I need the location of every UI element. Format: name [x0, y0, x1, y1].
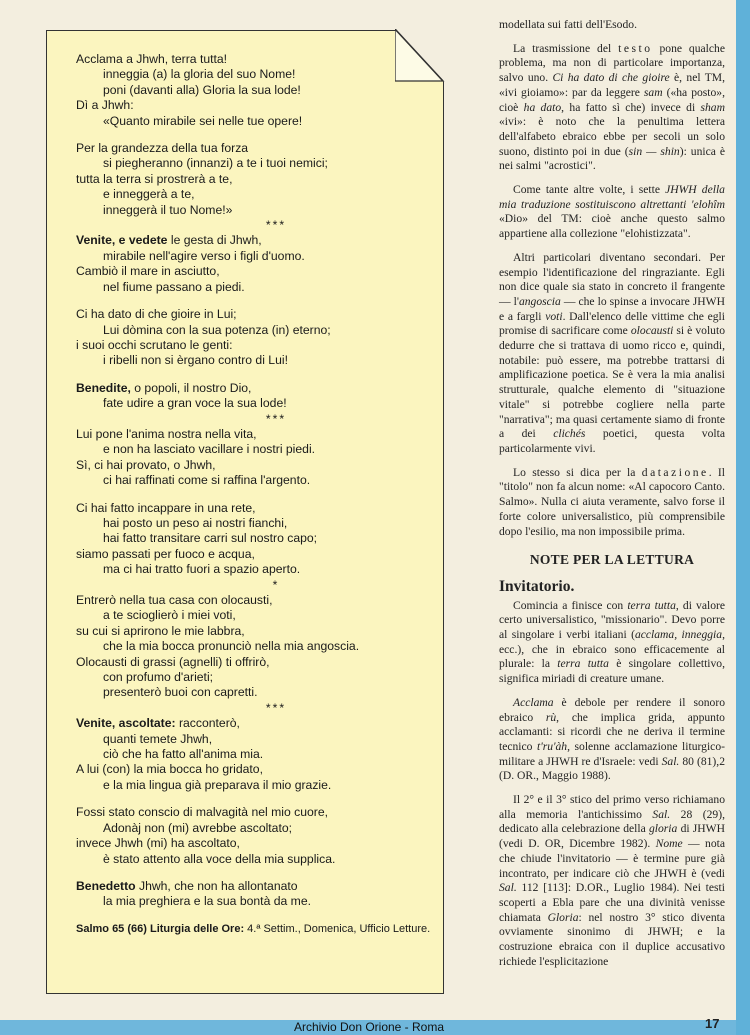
- verse-line: [76, 307, 436, 322]
- verse-text: Acclama a Jhwh, terra tutta!: [76, 52, 228, 66]
- verse-line: [76, 547, 436, 562]
- verse-line: [76, 458, 436, 473]
- psalm-text: [76, 52, 436, 937]
- stanza-gap: [76, 489, 436, 501]
- verse-line: [76, 156, 436, 171]
- verse-line: [76, 747, 436, 762]
- stanza-gap: [76, 129, 436, 141]
- verse-text: e la mia lingua già preparava il mio grazie.: [103, 777, 332, 792]
- verse-text: e non ha lasciato vacillare i nostri piedi.: [103, 442, 316, 457]
- verse-line: [76, 732, 436, 747]
- verse-line: [76, 593, 436, 608]
- verse-line: [76, 805, 436, 820]
- verse-line: [76, 203, 436, 218]
- verse-line: [76, 427, 436, 442]
- verse-line: [76, 172, 436, 187]
- stanza-gap: [76, 369, 436, 381]
- verse-line: [76, 323, 436, 338]
- verse-text: mirabile nell'agire verso i figli d'uomo.: [103, 248, 305, 263]
- verse-text: su cui si aprirono le mie labbra,: [76, 623, 245, 638]
- verse-text: a te scioglierò i miei voti,: [103, 608, 236, 623]
- stanza-gap: [76, 793, 436, 805]
- verse-line: [76, 778, 436, 793]
- verse-line: [76, 114, 436, 129]
- verse-line: [76, 187, 436, 202]
- stanza-separator: ***: [265, 411, 287, 426]
- verse-text: Dì a Jhwh:: [76, 98, 134, 113]
- verse-text: Fossi stato conscio di malvagità nel mio cuore,: [76, 805, 328, 820]
- verse-text: poni (davanti alla) Gloria la sua lode!: [103, 82, 301, 97]
- verse-text: hai posto un peso ai nostri fianchi,: [103, 515, 288, 530]
- section-heading: NOTE PER LA LETTURA: [529, 552, 695, 568]
- subheading: Invitatorio.: [499, 577, 575, 595]
- verse-text: Lui pone l'anima nostra nella vita,: [76, 426, 257, 441]
- verse-line: [76, 67, 436, 82]
- verse-text: Cambiò il mare in asciutto,: [76, 264, 220, 279]
- paragraph: Lo stesso si dica per la datazione. Il "titolo" non fa alcun nome: «Al capocoro Canto. Salmo». Nulla ci aiuta veramente, salvo forse il forte colore universalistico, più comprensibile dopo l'esilio, ma non impossibile prima.: [499, 465, 725, 538]
- verse-text: o popoli, il nostro Dio,: [130, 380, 252, 395]
- stanza-gap: [76, 295, 436, 307]
- verse-text: e inneggerà a te,: [103, 187, 195, 202]
- verse-line: [76, 233, 436, 248]
- verse-line: [76, 141, 436, 156]
- verse-text: Lui dòmina con la sua potenza (in) eterno;: [103, 322, 331, 337]
- commentary-column: [499, 18, 725, 978]
- verse-line: [76, 353, 436, 368]
- verse-text: presenterò buoi con capretti.: [103, 685, 258, 700]
- verse-text: Ci hai fatto incappare in una rete,: [76, 500, 256, 515]
- verse-text: Sì, ci hai provato, o Jhwh,: [76, 457, 216, 472]
- verse-text: fate udire a gran voce la sua lode!: [103, 396, 287, 411]
- verse-text: Entrerò nella tua casa con olocausti,: [76, 593, 273, 607]
- verse-line: [76, 852, 436, 867]
- verse-text: «Quanto mirabile sei nelle tue opere!: [103, 113, 303, 128]
- verse-line: [76, 338, 436, 353]
- verse-text: si piegheranno (innanzi) a te i tuoi nemici;: [103, 156, 328, 171]
- archive-footer: Archivio Don Orione - Roma: [293, 1020, 445, 1034]
- verse-incipit: Benedite,: [76, 380, 131, 395]
- verse-incipit: Venite, ascoltate:: [76, 716, 176, 731]
- verse-line: [76, 83, 436, 98]
- verse-text: siamo passati per fuoco e acqua,: [76, 546, 255, 561]
- verse-line: [76, 442, 436, 457]
- verse-line: [76, 836, 436, 851]
- verse-text: Olocausti di grassi (agnelli) ti offrirò,: [76, 654, 270, 669]
- verse-text: ciò che ha fatto all'anima mia.: [103, 747, 264, 762]
- verse-text: tutta la terra si prostrerà a te,: [76, 171, 233, 186]
- verse-line: [76, 821, 436, 836]
- verse-line: [76, 894, 436, 909]
- right-border: [736, 0, 750, 1035]
- verse-line: [76, 562, 436, 577]
- verse-text: inneggia (a) la gloria del suo Nome!: [103, 67, 296, 82]
- page-number: 17: [705, 1016, 720, 1031]
- verse-text: i ribelli non si èrgano contro di Lui!: [103, 353, 288, 368]
- verse-line: [76, 762, 436, 777]
- verse-line: [76, 396, 436, 411]
- verse-line: [76, 249, 436, 264]
- paragraph: Il 2° e il 3° stico del primo verso richiamano alla memoria l'antichissimo Sal. 28 (29), dedicato alla celebrazione della gloria di JHWH (vedi D. OR, Dicembre 1982). Nome — nota che chiude l'invitatorio — è termine pure già incontrato, per indicare ciò che JHWH è (vedi Sal. 112 [113]: D.OR., Luglio 1984). Nei testi scoperti a Ebla pare che una divinità venisse chiamata Gloria: nel nostro 3° stico diventa ovviamente sinonimo di JHWH; e la costruzione ebraica con il duplice accusativo richiede l'esplicitazione: [499, 793, 725, 968]
- stanza-separator: ***: [265, 218, 287, 233]
- paragraph: Acclama è debole per rendere il sonoro ebraico rù, che implica grida, appunto acclamanti: si ricordi che ne deriva il termine tecnico t'ru'àh, solenne acclamazione liturgico-militare a JHWH re d'Israele: vedi Sal. 80 (81),2 (D. OR., Maggio 1988).: [499, 695, 725, 783]
- caption-detail: 4.ª Settim., Domenica, Ufficio Letture.: [244, 922, 431, 935]
- verse-text: A lui (con) la mia bocca ho gridato,: [76, 762, 263, 777]
- verse-line: [76, 98, 436, 113]
- caption-title: Salmo 65 (66) Liturgia delle Ore:: [76, 922, 245, 935]
- paragraph: Come tante altre volte, i sette JHWH della mia traduzione sostituiscono altrettanti 'elohîm «Dio» del TM: cioè anche questo salmo appartiene alla collezione "elohistizzata".: [499, 183, 725, 241]
- verse-text: ma ci hai tratto fuori a spazio aperto.: [103, 562, 301, 577]
- psalm-caption: [76, 922, 436, 937]
- verse-line: [76, 624, 436, 639]
- verse-text: ci hai raffinati come si raffina l'argento.: [103, 473, 311, 488]
- verse-text: racconterò,: [175, 716, 240, 731]
- verse-line: [76, 879, 436, 894]
- verse-text: hai fatto transitare carri sul nostro capo;: [103, 531, 318, 546]
- verse-text: inneggerà il tuo Nome!»: [103, 202, 233, 217]
- verse-line: [76, 381, 436, 396]
- verse-line: [76, 670, 436, 685]
- verse-line: [76, 516, 436, 531]
- paragraph: Altri particolari diventano secondari. Per esempio l'identificazione del ringraziante. Egli non dice quale sia stato in concreto il frangente — l'angoscia — che lo spinse a invocare JHWH e a fargli voti. Dall'elenco delle vittime che egli promise di sacrificare come olocausti si è voluto dedurre che si trattava di uomo ricco e, quindi, notabile: può essere, ma potrebbe trattarsi di amplificazione poetica. Se è vera la mia analisi strutturale, qualche elemento di "situazione vitale" si potrebbe cogliere nella parte "narrativa"; ma quasi certamente siamo di fronte a dei clichés poetici, questa volta particolarmente vivi.: [499, 250, 725, 455]
- verse-text: le gesta di Jhwh,: [167, 233, 262, 248]
- verse-line: [76, 639, 436, 654]
- verse-text: con profumo d'arieti;: [103, 670, 214, 685]
- verse-text: Adonàj non (mi) avrebbe ascoltato;: [103, 820, 293, 835]
- verse-line: [76, 655, 436, 670]
- verse-line: [76, 473, 436, 488]
- verse-line: [76, 52, 436, 67]
- stanza-separator: *: [272, 577, 280, 592]
- verse-incipit: Benedetto: [76, 878, 136, 893]
- verse-text: che la mia bocca pronunciò nella mia angoscia.: [103, 639, 360, 654]
- paragraph: La trasmissione del testo pone qualche problema, ma non di particolare importanza, salvo uno. Ci ha dato di che gioire è, nel TM, «ivi gioiamo»: par da leggere sam («ha posto», cioè ha dato, ha fatto sì che) invece di sham «ivi»: è noto che la penultima lettera dell'alfabeto ebraico ebbe per secoli un solo suono, distinto poi in due (sin — shin): unica è nei salmi "acrostici".: [499, 41, 726, 173]
- verse-text: invece Jhwh (mi) ha ascoltato,: [76, 836, 240, 851]
- verse-line: [76, 716, 436, 731]
- verse-text: la mia preghiera e la sua bontà da me.: [103, 894, 311, 909]
- verse-line: [76, 685, 436, 700]
- verse-text: è stato attento alla voce della mia supplica.: [103, 851, 336, 866]
- verse-line: [76, 280, 436, 295]
- paragraph: Comincia a finisce con terra tutta, di valore certo universalistico, "missionario". Devo porre al singolare i verbi italiani (acclama, inneggia, ecc.), che in ebraico sono efficacemente al plurale: la terra tutta è singolare collettivo, significa miriadi di creature umane.: [499, 598, 726, 686]
- verse-text: i suoi occhi scrutano le genti:: [76, 337, 233, 352]
- verse-text: Ci ha dato di che gioire in Lui;: [76, 307, 237, 322]
- stanza-separator: ***: [265, 700, 287, 715]
- verse-line: [76, 531, 436, 546]
- verse-line: [76, 264, 436, 279]
- verse-line: [76, 501, 436, 516]
- verse-incipit: Venite, e vedete: [76, 233, 168, 248]
- verse-text: nel fiume passano a piedi.: [103, 279, 245, 294]
- verse-line: [76, 608, 436, 623]
- stanza-gap: [76, 867, 436, 879]
- paragraph: modellata sui fatti dell'Esodo.: [499, 18, 637, 31]
- verse-text: Jhwh, che non ha allontanato: [135, 878, 298, 893]
- verse-text: Per la grandezza della tua forza: [76, 141, 249, 156]
- verse-text: quanti temete Jhwh,: [103, 731, 213, 746]
